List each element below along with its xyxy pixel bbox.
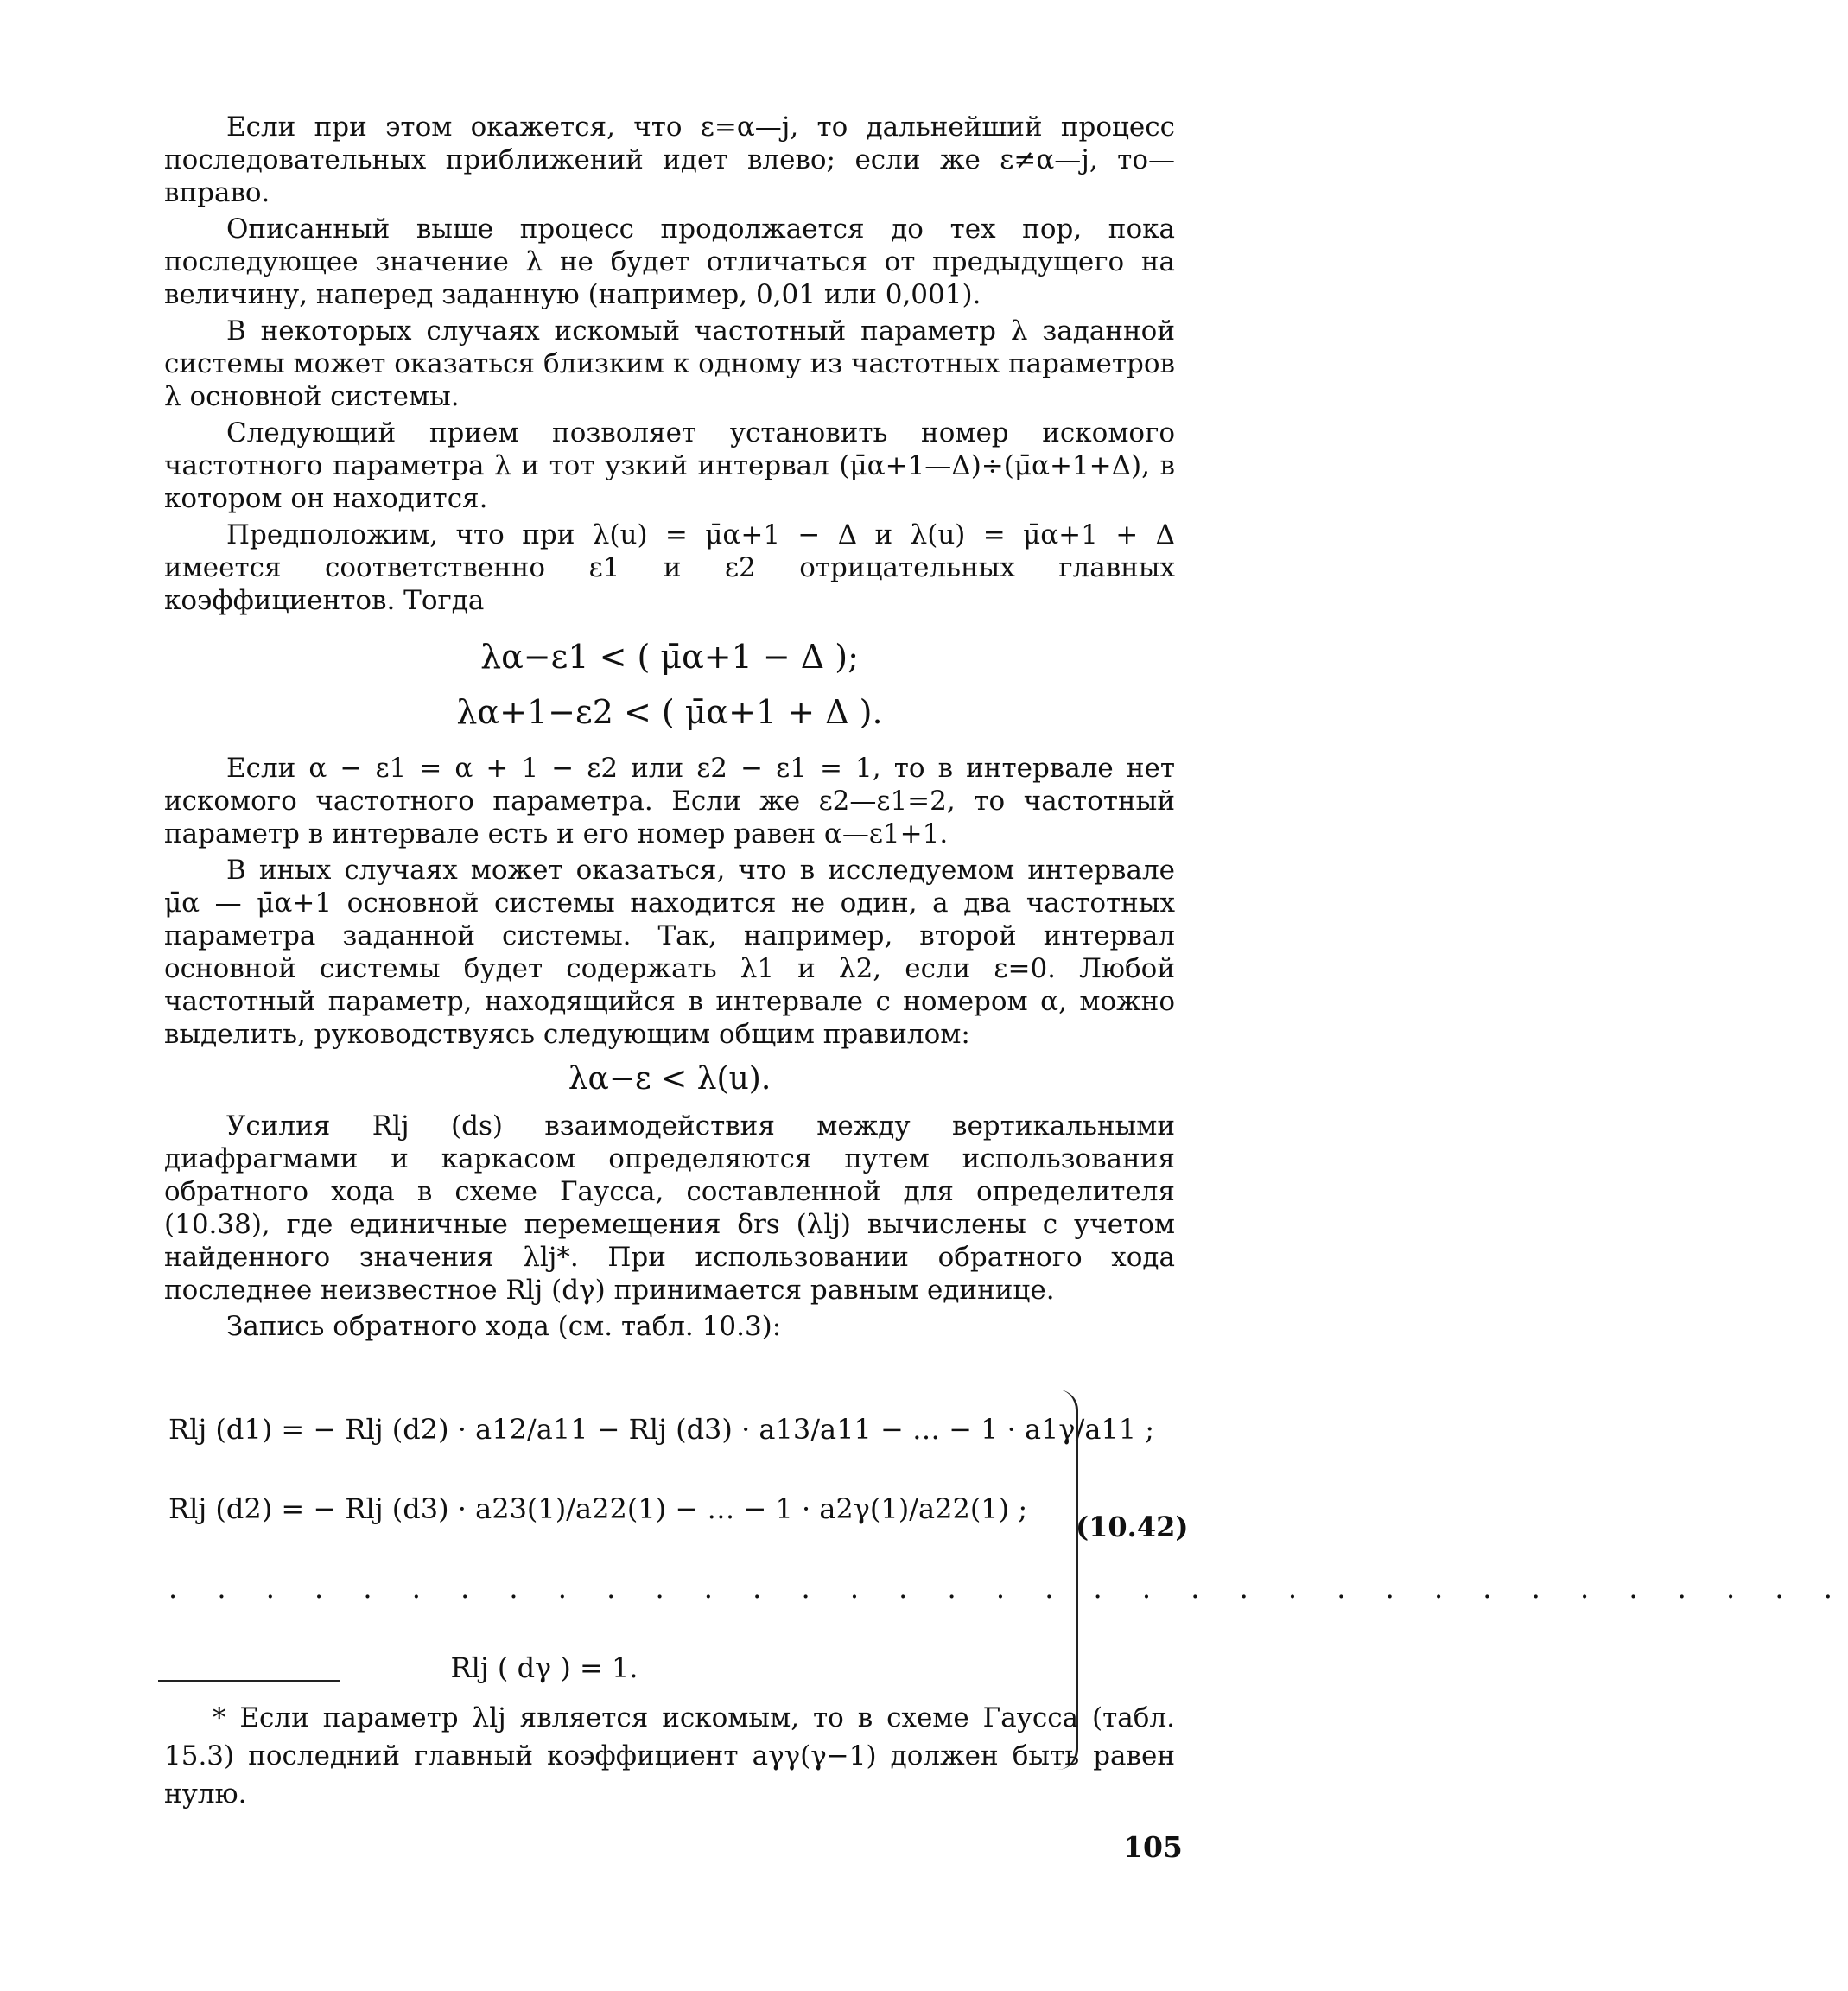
paragraph-1: Если при этом окажется, что ε=α—j, то дальнейший процесс последовательных приближений идет влево; если же ε≠α—j, то—вправо. (164, 111, 1175, 208)
page-number: 105 (1123, 1830, 1183, 1864)
paragraph-7: В иных случаях может оказаться, что в исследуемом интервале μ̄α — μ̄α+1 основной системы находится не один, а два частотных параметра заданной системы. Так, например, второй интервал основной системы будет содержать λ1 и λ2, если ε=0. Любой частотный параметр, находящийся в интервале с номером α, можно выделить, руководствуясь следующим общим правилом: (164, 855, 1175, 1050)
paragraph-9: Запись обратного хода (см. табл. 10.3): (226, 1311, 782, 1342)
system-row-2: Rlj (d2) = − Rlj (d3) · a23(1)/a22(1) − … − 1 · a2γ(1)/a22(1) ; (168, 1492, 1028, 1525)
footnote-divider (158, 1680, 340, 1682)
general-rule-inequality: λα−ε < λ(u). (568, 1061, 772, 1097)
paragraph-3: В некоторых случаях искомый частотный параметр λ заданной системы может оказаться близким к одному из частотных параметров λ основной системы. (164, 315, 1175, 412)
system-row-dots: . . . . . . . . . . . . . . . . . . . . . . . . . . . . . . . . . . . (168, 1572, 1848, 1605)
inequality-block (164, 633, 1175, 736)
paragraph-6: Если α − ε1 = α + 1 − ε2 или ε2 − ε1 = 1, то в интервале нет искомого частотного параметра. Если же ε2—ε1=2, то частотный параметр в интервале есть и его номер равен α—ε1+1. (164, 753, 1175, 849)
system-row-1: Rlj (d1) = − Rlj (d2) · a12/a11 − Rlj (d3) · a13/a11 − … − 1 · a1γ/a11 ; (168, 1413, 1155, 1446)
paragraph-4: Следующий прием позволяет установить номер искомого частотного параметра λ и тот узкий интервал (μ̄α+1—Δ)÷(μ̄α+1+Δ), в котором он находится. (164, 417, 1175, 514)
equation-system-10-42 (168, 1390, 1848, 1708)
system-row-last: Rlj ( dγ ) = 1. (450, 1651, 638, 1684)
footnote (164, 1699, 1175, 1813)
footnote-text: * Если параметр λlj является искомым, то в схеме Гаусса (табл. 15.3) последний главный коэффициент aγγ(γ−1) должен быть равен нулю. (164, 1702, 1175, 1810)
paragraph-2: Описанный выше процесс продолжается до тех пор, пока последующее значение λ не будет отличаться от предыдущего на величину, наперед заданную (например, 0,01 или 0,001). (164, 213, 1175, 310)
equation-number: (10.42) (1076, 1511, 1189, 1543)
paragraph-5: Предположим, что при λ(u) = μ̄α+1 − Δ и λ(u) = μ̄α+1 + Δ имеется соответственно ε1 и ε2 отрицательных главных коэффициентов. Тогда (164, 519, 1175, 616)
paragraph-8: Усилия Rlj (ds) взаимодействия между вертикальными диафрагмами и каркасом определяются путем использования обратного хода в схеме Гаусса, составленной для определителя (10.38), где единичные перемещения δrs (λlj) вычислены с учетом найденного значения λlj*. При использовании обратного хода последнее неизвестное Rlj (dγ) принимается равным единице. (164, 1110, 1175, 1306)
inequality-1: λα−ε1 < ( μ̄α+1 − Δ ); (480, 638, 859, 676)
inequality-2: λα+1−ε2 < ( μ̄α+1 + Δ ). (456, 693, 883, 731)
main-text-block-1 (164, 111, 1175, 1346)
